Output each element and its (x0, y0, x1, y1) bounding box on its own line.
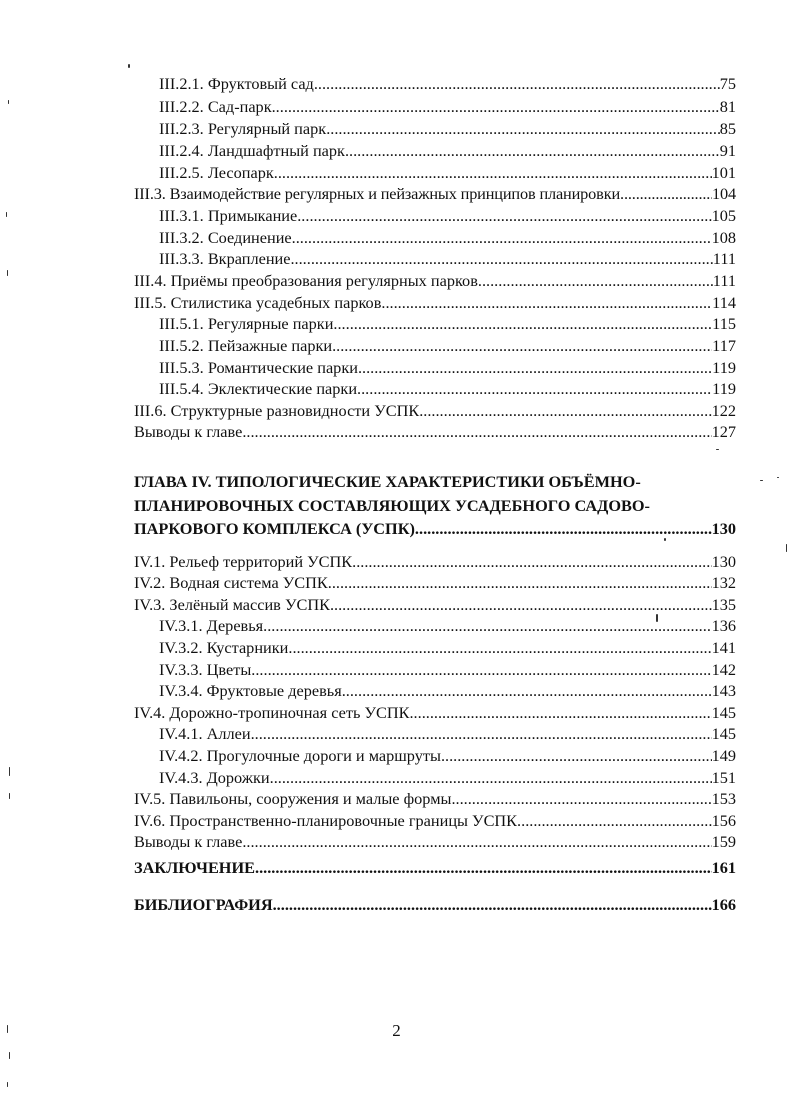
toc-entry-title: IV.3.1. Деревья (159, 616, 264, 635)
toc-entry-title: III.2.4. Ландшафтный парк (159, 141, 345, 160)
toc-entry (134, 183, 736, 204)
toc-entry (159, 335, 736, 356)
toc-entry-page: 119 (712, 379, 736, 398)
toc-entry-page: 91 (719, 141, 736, 160)
scan-speck (7, 1025, 8, 1033)
toc-entry-title: IV.1. Рельеф территорий УСПК (134, 552, 353, 571)
chapter-heading-line-2: ПЛАНИРОВОЧНЫХ СОСТАВЛЯЮЩИХ УСАДЕБНОГО САДОВО- (134, 496, 650, 515)
toc-leader-dots (290, 248, 712, 269)
toc-entry-page: 117 (712, 336, 736, 355)
scan-speck (6, 212, 7, 217)
toc-leader-dots (328, 572, 712, 593)
toc-entry (134, 270, 736, 291)
toc-entry (159, 227, 736, 248)
toc-leader-dots (517, 810, 712, 831)
toc-conclusion (134, 857, 736, 878)
toc-entry-title: IV.4.3. Дорожки (159, 768, 270, 787)
toc-entry-title: III.2.3. Регулярный парк (159, 119, 327, 138)
toc-leader-dots (251, 659, 711, 680)
toc-entry-page: 143 (711, 681, 736, 700)
toc-entry-page: 156 (711, 811, 736, 830)
toc-entry-page: 136 (711, 616, 736, 635)
toc-entry-title: БИБЛИОГРАФИЯ (134, 895, 273, 914)
scan-speck (656, 614, 658, 622)
toc-leader-dots (273, 894, 712, 915)
toc-entry-page: 135 (711, 595, 736, 614)
toc-entry (159, 637, 736, 658)
toc-entry-title: IV.6. Пространственно-планировочные границы УСПК (134, 811, 518, 830)
toc-entry-title: III.6. Структурные разновидности УСПК (134, 401, 420, 420)
toc-leader-dots (381, 292, 712, 313)
toc-entry-title: III.5.1. Регулярные парки (159, 314, 334, 333)
toc-entry-title: III.5. Стилистика усадебных парков (134, 293, 382, 312)
toc-entry-title: III.3.1. Примыкание (159, 206, 298, 225)
toc-entry-title: IV.3.4. Фруктовые деревья (159, 681, 342, 700)
toc-leader-dots (272, 96, 720, 117)
toc-entry-title: III.2.1. Фруктовый сад (159, 74, 314, 93)
toc-entry-title: III.3. Взаимодействие регулярных и пейзажных принципов планировки (134, 184, 621, 203)
toc-entry-page: 105 (711, 206, 736, 225)
toc-entry (134, 594, 736, 615)
toc-entry-title: Выводы к главе (134, 832, 243, 851)
toc-entry (159, 767, 736, 788)
toc-entry-title: ПАРКОВОГО КОМПЛЕКСА (УСПК) (134, 519, 415, 538)
toc-entry-page: 111 (712, 271, 736, 290)
toc-leader-dots (358, 357, 712, 378)
toc-entry-title: III.5.2. Пейзажные парки (159, 336, 333, 355)
toc-entry-title: III.2.5. Лесопарк (159, 163, 274, 182)
toc-entry-page: 81 (719, 97, 736, 116)
toc-entry-page: 132 (711, 573, 736, 592)
toc-entry (134, 572, 736, 593)
scan-speck (9, 1052, 10, 1059)
toc-leader-dots (352, 551, 711, 572)
toc-entry (134, 831, 736, 852)
toc-entry (159, 140, 736, 161)
toc-entry-title: IV.5. Павильоны, сооружения и малые формы (134, 789, 452, 808)
toc-entry-title: IV.3.2. Кустарники (159, 638, 289, 657)
toc-entry-title: IV.4. Дорожно-тропиночная сеть УСПК (134, 703, 410, 722)
toc-entry-page: 142 (711, 660, 736, 679)
scan-speck (7, 270, 8, 276)
toc-entry-title: III.3.2. Соединение (159, 228, 292, 247)
toc-entry-page: 130 (711, 519, 736, 538)
toc-leader-dots (419, 400, 711, 421)
toc-leader-dots (314, 73, 720, 94)
toc-entry-page: 153 (711, 789, 736, 808)
scan-speck (716, 449, 719, 450)
page-number: 2 (392, 1021, 401, 1040)
toc-entry (159, 205, 736, 226)
toc-entry (159, 313, 736, 334)
toc-leader-dots (441, 745, 712, 766)
toc-leader-dots (242, 421, 711, 442)
toc-entry-page: 119 (712, 358, 736, 377)
toc-leader-dots (292, 227, 712, 248)
chapter-heading-line-1: ГЛАВА IV. ТИПОЛОГИЧЕСКИЕ ХАРАКТЕРИСТИКИ ОБЪЁМНО- (134, 472, 641, 491)
scan-speck (128, 64, 130, 68)
toc-leader-dots (620, 183, 712, 204)
toc-entry-title: III.5.3. Романтические парки (159, 358, 358, 377)
toc-entry (134, 788, 736, 809)
toc-entry (134, 400, 736, 421)
toc-leader-dots (332, 335, 712, 356)
toc-entry-title: IV.3.3. Цветы (159, 660, 252, 679)
toc-entry (159, 745, 736, 766)
toc-leader-dots (345, 140, 720, 161)
toc-leader-dots (242, 831, 711, 852)
toc-entry (134, 702, 736, 723)
toc-leader-dots (342, 680, 712, 701)
scan-speck (786, 544, 787, 552)
toc-entry-title: IV.4.1. Аллеи (159, 724, 251, 743)
scan-speck (9, 767, 10, 776)
toc-leader-dots (326, 118, 720, 139)
toc-entry (134, 551, 736, 572)
toc-entry (159, 162, 736, 183)
toc-entry (159, 378, 736, 399)
toc-leader-dots (288, 637, 711, 658)
scan-speck (664, 538, 666, 541)
toc-entry-page: 161 (711, 858, 736, 877)
toc-entry-title: IV.4.2. Прогулочные дороги и маршруты (159, 746, 441, 765)
toc-entry (134, 810, 736, 831)
toc-entry (159, 659, 736, 680)
toc-entry-title: III.4. Приёмы преобразования регулярных парков (134, 271, 478, 290)
toc-leader-dots (357, 378, 712, 399)
toc-entry-page: 145 (711, 724, 736, 743)
scan-speck (760, 480, 763, 481)
toc-leader-dots (478, 270, 713, 291)
toc-entry-page: 75 (719, 74, 736, 93)
toc-leader-dots (263, 615, 711, 636)
toc-entry-page: 166 (711, 895, 736, 914)
chapter-heading-line-3 (134, 517, 736, 540)
toc-entry-page: 101 (711, 163, 736, 182)
toc-entry-page: 122 (711, 401, 736, 420)
toc-entry (159, 96, 736, 117)
toc-bibliography (134, 894, 736, 915)
toc-entry-page: 108 (711, 228, 736, 247)
toc-leader-dots (451, 788, 711, 809)
toc-entry (159, 248, 736, 269)
toc-entry-title: III.2.2. Сад-парк (159, 97, 272, 116)
scan-speck (777, 477, 779, 478)
toc-entry (159, 615, 736, 636)
toc-entry-page: 85 (719, 119, 736, 138)
toc-entry-title: ЗАКЛЮЧЕНИЕ (134, 858, 255, 877)
toc-leader-dots (255, 857, 712, 878)
toc-leader-dots (333, 313, 712, 334)
toc-entry-page: 127 (711, 422, 736, 441)
toc-leader-dots (251, 723, 712, 744)
toc-entry-page: 114 (712, 293, 736, 312)
toc-entry-title: Выводы к главе (134, 422, 243, 441)
toc-leader-dots (415, 517, 712, 540)
toc-entry (159, 723, 736, 744)
scan-speck (9, 793, 10, 799)
toc-entry (159, 73, 736, 94)
toc-entry-title: IV.2. Водная система УСПК (134, 573, 328, 592)
toc-entry (134, 292, 736, 313)
toc-entry-page: 145 (711, 703, 736, 722)
toc-entry-page: 111 (712, 249, 736, 268)
toc-entry-title: IV.3. Зелёный массив УСПК (134, 595, 330, 614)
toc-entry-page: 151 (711, 768, 736, 787)
toc-entry-title: III.3.3. Вкрапление (159, 249, 291, 268)
toc-leader-dots (330, 594, 712, 615)
toc-entry-page: 149 (711, 746, 736, 765)
toc-entry-page: 141 (711, 638, 736, 657)
toc-leader-dots (297, 205, 711, 226)
toc-entry (159, 357, 736, 378)
toc-entry-page: 115 (712, 314, 736, 333)
toc-entry (134, 421, 736, 442)
toc-entry-page: 159 (711, 832, 736, 851)
toc-entry-title: III.5.4. Эклектические парки (159, 379, 358, 398)
toc-leader-dots (409, 702, 711, 723)
scan-speck (8, 100, 9, 104)
scan-speck (7, 1082, 8, 1087)
toc-leader-dots (274, 162, 712, 183)
toc-entry (159, 118, 736, 139)
toc-entry-page: 104 (712, 184, 736, 203)
toc-entry-page: 130 (711, 552, 736, 571)
toc-leader-dots (270, 767, 712, 788)
toc-entry (159, 680, 736, 701)
